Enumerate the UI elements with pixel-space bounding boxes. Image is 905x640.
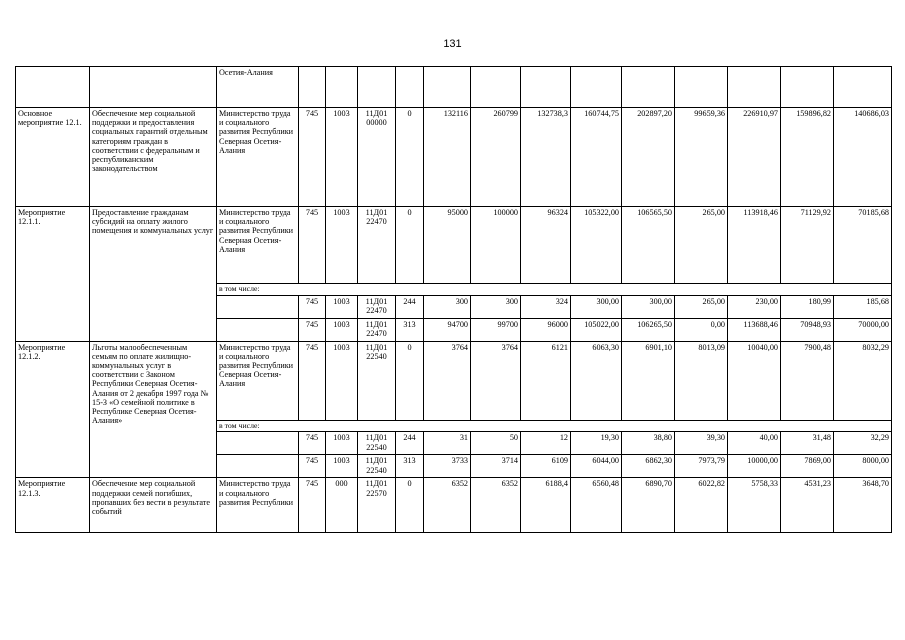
grbs-cell: 745 xyxy=(299,207,326,284)
including-label: в том числе: xyxy=(217,420,892,432)
value-cell: 96000 xyxy=(521,318,571,341)
table-row xyxy=(16,478,892,533)
value-cell: 100000 xyxy=(471,207,521,284)
csr-cell: 11Д01 22470 xyxy=(358,295,396,318)
value-cell: 40,00 xyxy=(728,432,781,455)
value-cell: 8013,09 xyxy=(675,341,728,420)
csr-cell: 11Д01 00000 xyxy=(358,108,396,207)
value-cell: 31,48 xyxy=(781,432,834,455)
value-cell: 38,80 xyxy=(622,432,675,455)
executor-cell: Министерство труда и социального развития Республики Северная Осетия-Алания xyxy=(217,108,299,207)
value-cell: 106565,50 xyxy=(622,207,675,284)
value-cell: 300 xyxy=(471,295,521,318)
value-cell: 6188,4 xyxy=(521,478,571,533)
vr-cell: 0 xyxy=(396,108,424,207)
csr-cell: 11Д01 22540 xyxy=(358,455,396,478)
value-cell: 324 xyxy=(521,295,571,318)
page-number: 131 xyxy=(443,38,462,50)
rzpr-cell: 1003 xyxy=(326,207,358,284)
value-cell: 7900,48 xyxy=(781,341,834,420)
value-cell: 19,30 xyxy=(571,432,622,455)
value-cell: 10040,00 xyxy=(728,341,781,420)
value-cell: 3714 xyxy=(471,455,521,478)
value-cell: 5758,33 xyxy=(728,478,781,533)
value-cell: 185,68 xyxy=(834,295,892,318)
value-cell: 70185,68 xyxy=(834,207,892,284)
value-cell: 132738,3 xyxy=(521,108,571,207)
vr-cell: 313 xyxy=(396,455,424,478)
value-cell: 12 xyxy=(521,432,571,455)
vr-cell: 313 xyxy=(396,318,424,341)
name-cell xyxy=(16,67,90,108)
desc-cell xyxy=(90,67,217,108)
grbs-cell: 745 xyxy=(299,432,326,455)
csr-cell: 11Д01 22470 xyxy=(358,207,396,284)
value-cell: 265,00 xyxy=(675,207,728,284)
value-cell: 70948,93 xyxy=(781,318,834,341)
value-cell: 6890,70 xyxy=(622,478,675,533)
vr-cell: 0 xyxy=(396,341,424,420)
desc-cell: Обеспечение мер социальной поддержки семей погибших, пропавших без вести в результате событий xyxy=(90,478,217,533)
csr-cell: 11Д01 22570 xyxy=(358,478,396,533)
csr-cell: 11Д01 22540 xyxy=(358,432,396,455)
value-cell: 6109 xyxy=(521,455,571,478)
value-cell: 6063,30 xyxy=(571,341,622,420)
value-cell: 140686,03 xyxy=(834,108,892,207)
desc-cell: Льготы малообеспеченным семьям по оплате жилищно-коммунальных услуг в соответствии с Законом Республики Северная Осетия-Алания от 2 декабря 1997 года № 15-З «О семейной политике в Республике Северная Осетия-Алания» xyxy=(90,341,217,478)
rzpr-cell: 1003 xyxy=(326,455,358,478)
value-cell: 230,00 xyxy=(728,295,781,318)
value-cell: 160744,75 xyxy=(571,108,622,207)
value-cell: 159896,82 xyxy=(781,108,834,207)
value-cell: 3648,70 xyxy=(834,478,892,533)
vr-cell: 0 xyxy=(396,207,424,284)
value-cell: 260799 xyxy=(471,108,521,207)
value-cell: 0,00 xyxy=(675,318,728,341)
desc-cell: Обеспечение мер социальной поддержки и предоставления социальных гарантий отдельным категориям граждан в соответствии с федеральным и республиканским законодательством xyxy=(90,108,217,207)
value-cell: 99659,36 xyxy=(675,108,728,207)
value-cell: 106265,50 xyxy=(622,318,675,341)
name-cell: Мероприятие 12.1.1. xyxy=(16,207,90,342)
value-cell: 3764 xyxy=(471,341,521,420)
grbs-cell: 745 xyxy=(299,295,326,318)
value-cell: 105022,00 xyxy=(571,318,622,341)
executor-cell: Осетия-Алания xyxy=(217,67,299,108)
table-row xyxy=(16,207,892,284)
value-cell: 180,99 xyxy=(781,295,834,318)
value-cell: 113688,46 xyxy=(728,318,781,341)
value-cell: 10000,00 xyxy=(728,455,781,478)
value-cell: 6121 xyxy=(521,341,571,420)
value-cell: 39,30 xyxy=(675,432,728,455)
value-cell: 32,29 xyxy=(834,432,892,455)
grbs-cell: 745 xyxy=(299,341,326,420)
value-cell: 105322,00 xyxy=(571,207,622,284)
vr-cell: 0 xyxy=(396,478,424,533)
budget-table xyxy=(15,66,892,533)
value-cell: 3764 xyxy=(424,341,471,420)
value-cell: 132116 xyxy=(424,108,471,207)
vr-cell: 244 xyxy=(396,295,424,318)
value-cell: 96324 xyxy=(521,207,571,284)
value-cell: 95000 xyxy=(424,207,471,284)
name-cell: Мероприятие 12.1.3. xyxy=(16,478,90,533)
value-cell: 300 xyxy=(424,295,471,318)
table-row xyxy=(16,108,892,207)
desc-cell: Предоставление гражданам субсидий на оплату жилого помещения и коммунальных услуг xyxy=(90,207,217,342)
name-cell: Основное мероприятие 12.1. xyxy=(16,108,90,207)
value-cell: 6901,10 xyxy=(622,341,675,420)
rzpr-cell: 000 xyxy=(326,478,358,533)
including-label: в том числе: xyxy=(217,284,892,296)
value-cell: 8032,29 xyxy=(834,341,892,420)
grbs-cell: 745 xyxy=(299,108,326,207)
value-cell: 6044,00 xyxy=(571,455,622,478)
value-cell: 94700 xyxy=(424,318,471,341)
rzpr-cell: 1003 xyxy=(326,341,358,420)
value-cell: 6022,82 xyxy=(675,478,728,533)
rzpr-cell: 1003 xyxy=(326,108,358,207)
value-cell: 4531,23 xyxy=(781,478,834,533)
value-cell: 6352 xyxy=(424,478,471,533)
value-cell: 6862,30 xyxy=(622,455,675,478)
executor-cell: Министерство труда и социального развития Республики Северная Осетия-Алания xyxy=(217,341,299,420)
vr-cell: 244 xyxy=(396,432,424,455)
value-cell: 202897,20 xyxy=(622,108,675,207)
value-cell: 300,00 xyxy=(571,295,622,318)
value-cell: 7973,79 xyxy=(675,455,728,478)
csr-cell: 11Д01 22470 xyxy=(358,318,396,341)
value-cell: 300,00 xyxy=(622,295,675,318)
grbs-cell: 745 xyxy=(299,455,326,478)
value-cell: 50 xyxy=(471,432,521,455)
rzpr-cell: 1003 xyxy=(326,432,358,455)
value-cell: 113918,46 xyxy=(728,207,781,284)
grbs-cell: 745 xyxy=(299,478,326,533)
executor-cell: Министерство труда и социального развития Республики Северная Осетия-Алания xyxy=(217,207,299,284)
rzpr-cell: 1003 xyxy=(326,318,358,341)
value-cell: 3733 xyxy=(424,455,471,478)
value-cell: 265,00 xyxy=(675,295,728,318)
csr-cell: 11Д01 22540 xyxy=(358,341,396,420)
value-cell: 6560,48 xyxy=(571,478,622,533)
value-cell: 70000,00 xyxy=(834,318,892,341)
table-row xyxy=(16,67,892,108)
name-cell: Мероприятие 12.1.2. xyxy=(16,341,90,478)
rzpr-cell: 1003 xyxy=(326,295,358,318)
table-row xyxy=(16,341,892,420)
value-cell: 7869,00 xyxy=(781,455,834,478)
value-cell: 6352 xyxy=(471,478,521,533)
grbs-cell: 745 xyxy=(299,318,326,341)
executor-cell: Министерство труда и социального развития Республики xyxy=(217,478,299,533)
value-cell: 71129,92 xyxy=(781,207,834,284)
value-cell: 226910,97 xyxy=(728,108,781,207)
value-cell: 99700 xyxy=(471,318,521,341)
value-cell: 31 xyxy=(424,432,471,455)
value-cell: 8000,00 xyxy=(834,455,892,478)
